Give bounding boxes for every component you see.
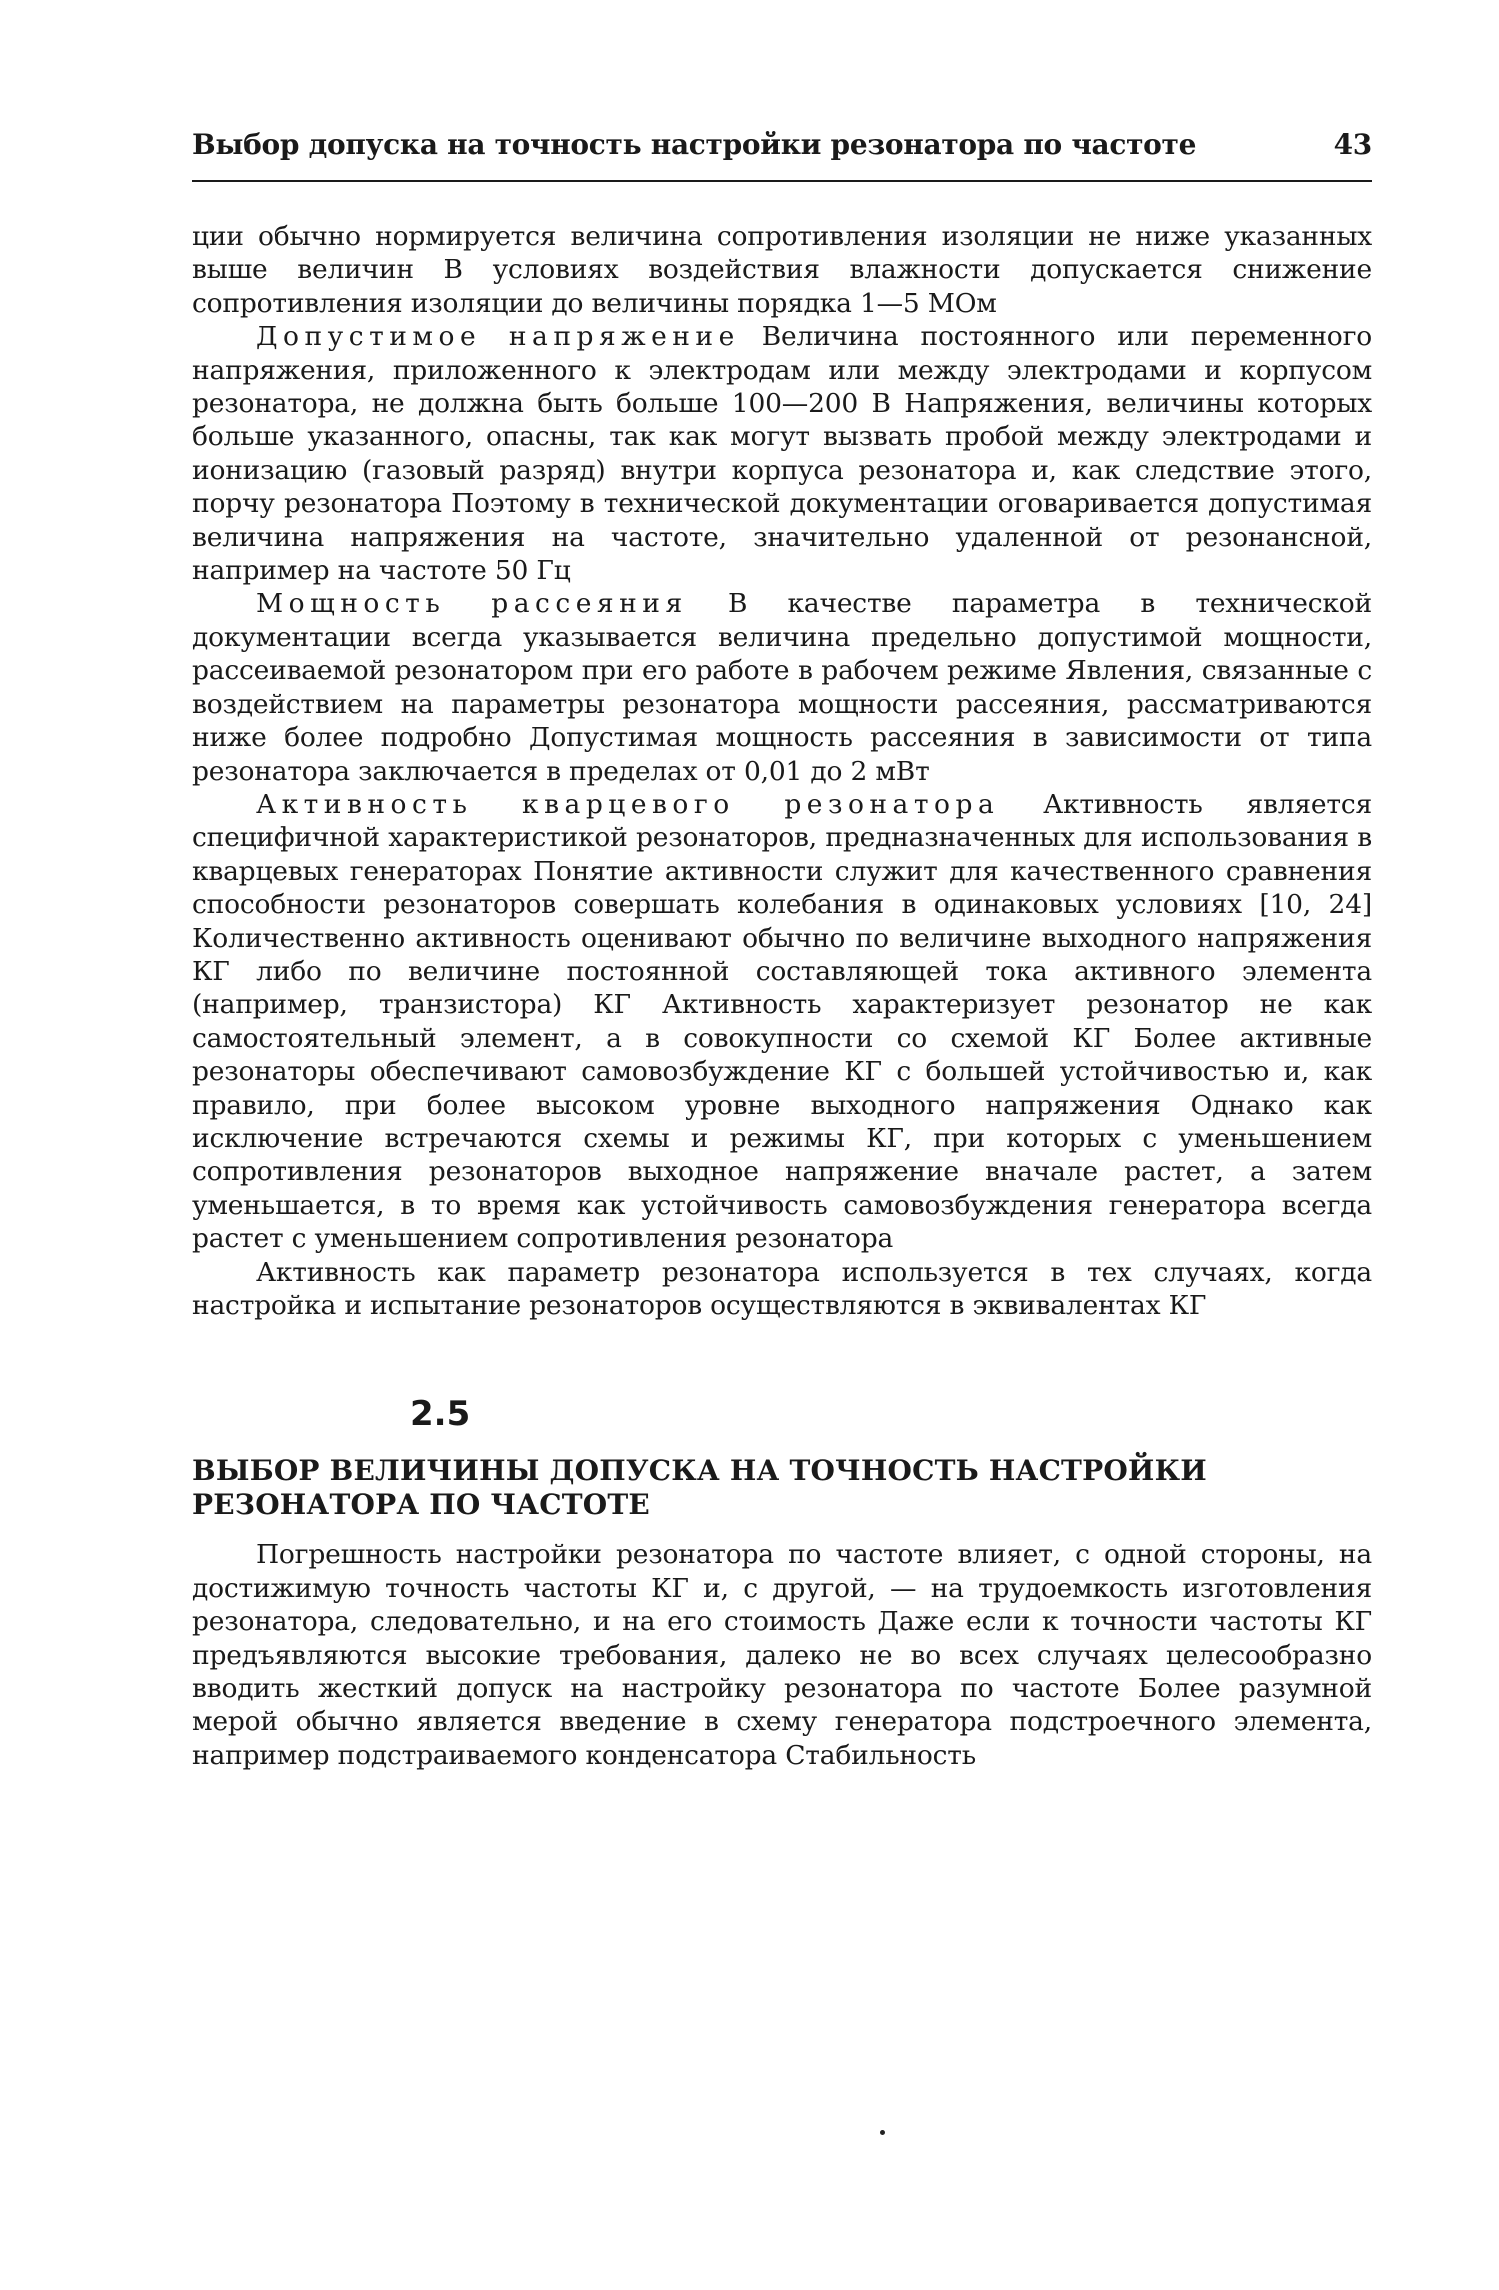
paragraph-tuning-error: Погрешность настройки резонатора по частоте влияет, с одной стороны, на достижимую точность частоты КГ и, с другой, — на трудоемкость изготовления резонатора, следовательно, и на его стоимость Даже если к точности частоты КГ предъявляются высокие требования, далеко не во всех случаях целесообразно вводить жесткий допуск на настройку резонатора по частоте Более разумной мерой обычно является введение в схему генератора подстроечного элемента, например подстраиваемого конденсатора Стабильность: [192, 1539, 1372, 1771]
section-number: 2.5: [410, 1394, 471, 1435]
term-activity: Активность кварцевого резонатора: [256, 788, 1000, 820]
header-rule: [192, 180, 1372, 182]
paragraph-dissipation: [192, 587, 1372, 787]
text-dissipation: В качестве параметра в технической документации всегда указывается величина предельно допустимой мощности, рассеиваемой резонатором при его работе в рабочем режиме Явления, связанные с воздействием на параметры резонатора мощности рассеяния, рассматриваются ниже более подробно Допустимая мощность рассеяния в зависимости от типа резонатора заключается в пределах от 0,01 до 2 мВт: [192, 588, 1372, 787]
paragraph-activity-usage: Активность как параметр резонатора используется в тех случаях, когда настройка и испытание резонаторов осуществляются в эквивалентах КГ: [192, 1256, 1372, 1321]
paragraph-insulation: ции обычно нормируется величина сопротивления изоляции не ниже указанных выше величин В условиях воздействия влажности допускается снижение сопротивления изоляции до величины порядка 1—5 МОм: [192, 221, 1372, 319]
term-dissipation: Мощность рассеяния: [256, 588, 688, 620]
term-voltage: Допустимое напряжение: [256, 321, 740, 353]
running-head: [192, 128, 1372, 178]
section-title: ВЫБОР ВЕЛИЧИНЫ ДОПУСКА НА ТОЧНОСТЬ НАСТРОЙКИ РЕЗОНАТОРА ПО ЧАСТОТЕ: [192, 1454, 1207, 1522]
page-number: 43: [1333, 128, 1372, 161]
text-voltage: Величина постоянного или переменного напряжения, приложенного к электродам или между электродами и корпусом резонатора, не должна быть больше 100—200 В Напряжения, величины которых больше указанного, опасны, так как могут вызвать пробой между электродами и ионизацию (газовый разряд) внутри корпуса резонатора и, как следствие этого, порчу резонатора Поэтому в технической документации оговаривается допустимая величина напряжения на частоте, значительно удаленной от резонансной, например на частоте 50 Гц: [192, 321, 1373, 587]
page: [192, 128, 1372, 1772]
scan-dot: [880, 2130, 885, 2135]
running-title: Выбор допуска на точность настройки резонатора по частоте: [192, 128, 1197, 161]
text-activity: Активность является специфичной характеристикой резонаторов, предназначенных для использования в кварцевых генераторах Понятие активности служит для качественного сравнения способности резонаторов совершать колебания в одинаковых условиях [10, 24] Количественно активность оценивают обычно по величине выходного напряжения КГ либо по величине постоянной составляющей тока активного элемента (например, транзистора) КГ Активность характеризует резонатор не как самостоятельный элемент, а в совокупности со схемой КГ Более активные резонаторы обеспечивают самовозбуждение КГ с большей устойчивостью и, как правило, при более высоком уровне выходного напряжения Однако как исключение встречаются схемы и режимы КГ, при которых с уменьшением сопротивления резонаторов выходное напряжение вначале растет, а затем уменьшается, в то время как устойчивость самовозбуждения генератора всегда растет с уменьшением сопротивления резонатора: [192, 788, 1373, 1255]
paragraph-activity: [192, 788, 1372, 1256]
paragraph-voltage: [192, 320, 1372, 587]
